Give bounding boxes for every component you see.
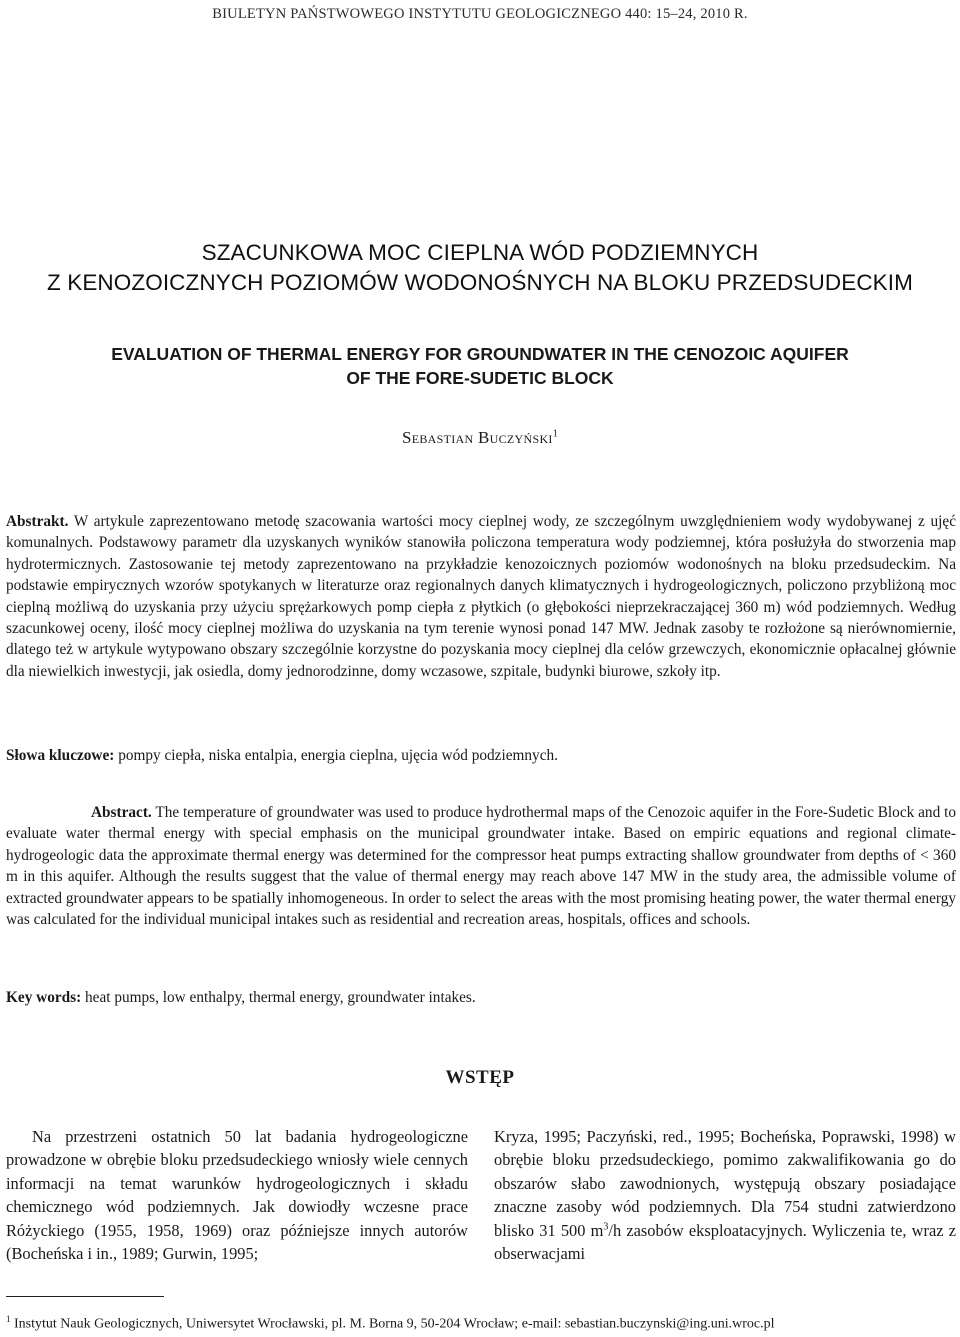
abstract-english-text: The temperature of groundwater was used to produce hydrothermal maps of the Cenozoic aquifer in the Fore-Sudetic Block and to evaluate water thermal energy with special emphasis on the municipal groundwater intake. Based on empiric equations and regional climate-hydrogeologic data the approximate thermal energy was determined for the compressor heat pumps extracting shallow groundwater from depths of < 360 m in this aquifer. Although the results suggest that the value of thermal energy may reach above 147 MW in the study area, the admissible volume of extracted groundwater appears to be spatially inhomogeneous. In order to select the areas with the most promising heating power, the water thermal energy was calculated for the individual municipal intakes such as residential and recreation areas, hospitals, offices and schools. bbox=[6, 804, 956, 929]
author-name: Sebastian Buczyński bbox=[401, 428, 553, 447]
title-polish-line-2: Z KENOZOICZNYCH POZIOMÓW WODONOŚNYCH NA BLOKU PRZEDSUDECKIM bbox=[47, 270, 913, 295]
intro-right-text-2: /h zasobów eksploatacyjnych. Wyliczenia te, wraz z obserwacjami bbox=[494, 1220, 956, 1264]
title-polish bbox=[0, 238, 960, 298]
abstract-polish-text: W artykule zaprezentowano metodę szacowania wartości mocy cieplnej wody, ze szczególnym uwzględnieniem wody wydobywanej z ujęć komunalnych. Podstawowy parametr dla uzyskanych wyników stanowiła policzona temperatura wody podziemnej, która posłużyła do stworzenia map hydrotermicznych. Zastosowanie tej metody zaprezentowano na przykładzie kenozoicznych poziomów wodonośnych na bloku przedsudeckim. Na podstawie empirycznych wzorów spotykanych w literaturze oraz regionalnych danych klimatycznych i hydrogeologicznych, policzono przybliżoną moc cieplną możliwą do uzyskania przy użyciu sprężarkowych pomp ciepła z płytkich (o głębokości nieprzekraczającej 360 m) wód podziemnych. Według szacunkowej oceny, ilość mocy cieplnej możliwa do uzyskania na tym terenie wynosi ponad 147 MW. Jednak zasoby te rozłożone są nierównomiernie, dlatego też w artykule wytypowano obszary szczególnie korzystne do pozyskania mocy cieplnej dla celów grzewczych, ekonomicznie opłacalnej głównie dla niewielkich inwestycji, jak osiedla, domy jednorodzinne, domy wczasowe, szpitale, budynki biurowe, szkoły itp. bbox=[6, 513, 956, 680]
footnote-mark: 1 bbox=[6, 1314, 11, 1324]
abstract-english bbox=[6, 802, 956, 930]
keywords-polish-label: Słowa kluczowe: bbox=[6, 747, 115, 764]
keywords-polish-text: pompy ciepła, niska entalpia, energia cieplna, ujęcia wód podziemnych. bbox=[118, 747, 558, 764]
intro-column-left: Na przestrzeni ostatnich 50 lat badania hydrogeologiczne prowadzone w obrębie bloku przedsudeckiego wniosły wiele cennych informacji na temat warunków hydrogeologicznych i składu chemicznego wód podziemnych. Jak dowiodły wczesne prace Różyckiego (1955, 1958, 1969) oraz późniejsze innych autorów (Bocheńska i in., 1989; Gurwin, 1995; bbox=[6, 1127, 468, 1264]
keywords-english-text: heat pumps, low enthalpy, thermal energy, groundwater intakes. bbox=[85, 989, 476, 1006]
intro-right-text-1: Kryza, 1995; Paczyński, red., 1995; Bocheńska, Poprawski, 1998) w obrębie bloku przedsudeckiego, pomimo zakwalifikowania go do obszarów słabo zawodnionych, występują obszary posiadające znaczne zasoby wód podziemnych. Dla 754 studni zatwierdzono blisko 31 500 m bbox=[494, 1127, 956, 1240]
section-heading: WSTĘP bbox=[445, 1067, 515, 1088]
footnote-text: Instytut Nauk Geologicznych, Uniwersytet Wrocławski, pl. M. Borna 9, 50-204 Wrocław; e-mail: sebastian.buczynski@ing.uni.wroc.pl bbox=[14, 1316, 775, 1332]
title-english-line-1: EVALUATION OF THERMAL ENERGY FOR GROUNDWATER IN THE CENOZOIC AQUIFER bbox=[111, 344, 849, 364]
title-polish-line-1: SZACUNKOWA MOC CIEPLNA WÓD PODZIEMNYCH bbox=[201, 240, 759, 265]
journal-header: BIULETYN PAŃSTWOWEGO INSTYTUTU GEOLOGICZNEGO 440: 15–24, 2010 R. bbox=[212, 6, 748, 22]
keywords-english bbox=[6, 987, 956, 1008]
abstract-polish bbox=[6, 511, 956, 682]
keywords-english-label: Key words: bbox=[6, 989, 82, 1006]
author-footnote-mark: 1 bbox=[552, 428, 559, 440]
title-english bbox=[0, 342, 960, 390]
keywords-polish bbox=[6, 745, 956, 766]
footnote-rule bbox=[6, 1296, 164, 1297]
title-english-line-2: OF THE FORE-SUDETIC BLOCK bbox=[346, 368, 614, 388]
footnote bbox=[6, 1310, 956, 1334]
intro-right-superscript: 3 bbox=[603, 1221, 609, 1233]
author bbox=[0, 428, 960, 448]
abstract-polish-label: Abstrakt. bbox=[6, 513, 69, 530]
abstract-english-label: Abstract. bbox=[91, 804, 152, 821]
intro-column-right bbox=[494, 1125, 956, 1265]
